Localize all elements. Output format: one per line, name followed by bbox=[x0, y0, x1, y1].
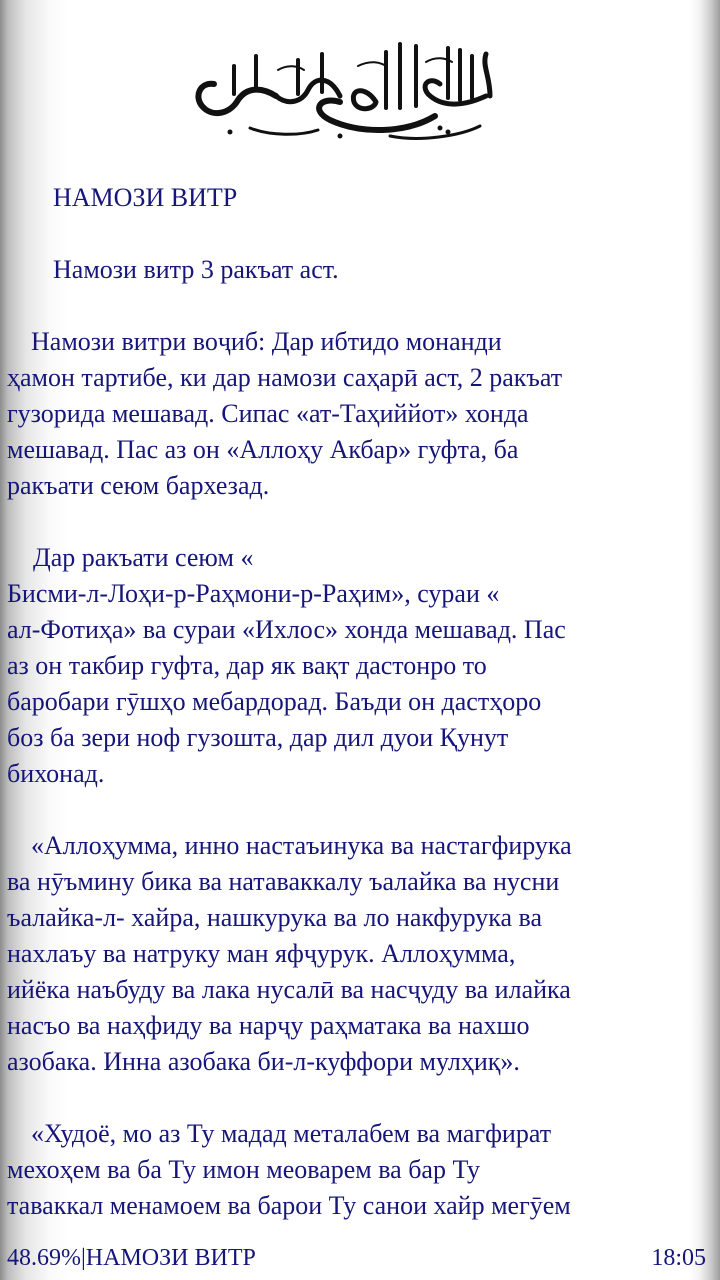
paragraph-line: боз ба зери ноф гузошта, дар дил дуои Қунут bbox=[7, 723, 509, 752]
paragraph-line: аз он такбир гуфта, дар як вақт дастонро то bbox=[7, 651, 487, 680]
paragraph-line: гузорида мешавад. Сипас «ат-Таҳиййот» хонда bbox=[7, 399, 529, 428]
paragraph-line: насъо ва наҳфиду ва нарҷу раҳматака ва нахшо bbox=[7, 1011, 530, 1040]
paragraph-line: баробари гӯшҳо мебардорад. Баъди он дастҳоро bbox=[7, 687, 542, 716]
paragraph-line: «Аллоҳумма, инно настаъинука ва настагфирука bbox=[31, 831, 572, 860]
paragraph-line: «Худоё, мо аз Ту мадад металабем ва магфират bbox=[31, 1119, 552, 1148]
paragraph-line: ийёка наъбуду ва лака нусалӣ ва насҷуду ва илайка bbox=[7, 975, 571, 1004]
clock-time: 18:05 bbox=[651, 1245, 706, 1271]
paragraph-line: таваккал менамоем ва барои Ту санои хайр мегӯем bbox=[7, 1191, 571, 1220]
paragraph-line: ракъати сеюм бархезад. bbox=[7, 471, 270, 500]
paragraph-line: мехоҳем ва ба Ту имон меоварем ва бар Ту bbox=[7, 1155, 481, 1184]
paragraph-line: ҳамон тартибе, ки дар намози саҳарӣ аст, 2 ракъат bbox=[7, 363, 563, 392]
paragraph-line: нахлаъу ва натруку ман яфҷурук. Аллоҳумма, bbox=[7, 939, 516, 968]
article-body bbox=[7, 180, 697, 1224]
paragraph-line: азобака. Инна азобака би-л-куффори мулҳиқ». bbox=[7, 1047, 520, 1076]
bismillah-calligraphy-icon bbox=[190, 36, 510, 146]
paragraph-line: мешавад. Пас аз он «Аллоҳу Акбар» гуфта, ба bbox=[7, 435, 519, 464]
reading-progress: 48.69%|НАМОЗИ ВИТР bbox=[7, 1245, 256, 1271]
paragraph: Намози витр 3 ракъат аст. bbox=[53, 255, 339, 284]
paragraph-line: Бисми-л-Лоҳи-р-Раҳмони-р-Раҳим», сураи « bbox=[7, 579, 500, 608]
paragraph-line: Намози витри воҷиб: Дар ибтидо монанди bbox=[31, 327, 502, 356]
paragraph-line: бихонад. bbox=[7, 759, 105, 788]
reader-status-bar bbox=[7, 1240, 706, 1276]
paragraph-line: ъалайка-л- хайра, нашкурука ва ло накфурука ва bbox=[7, 903, 543, 932]
paragraph-line: ал-Фотиҳа» ва сураи «Ихлос» хонда мешавад. Пас bbox=[7, 615, 566, 644]
paragraph-line: ва нӯъмину бика ва натаваккалу ъалайка ва нусни bbox=[7, 867, 560, 896]
section-title: НАМОЗИ ВИТР bbox=[53, 183, 238, 212]
paragraph-line: Дар ракъати сеюм « bbox=[33, 543, 254, 572]
